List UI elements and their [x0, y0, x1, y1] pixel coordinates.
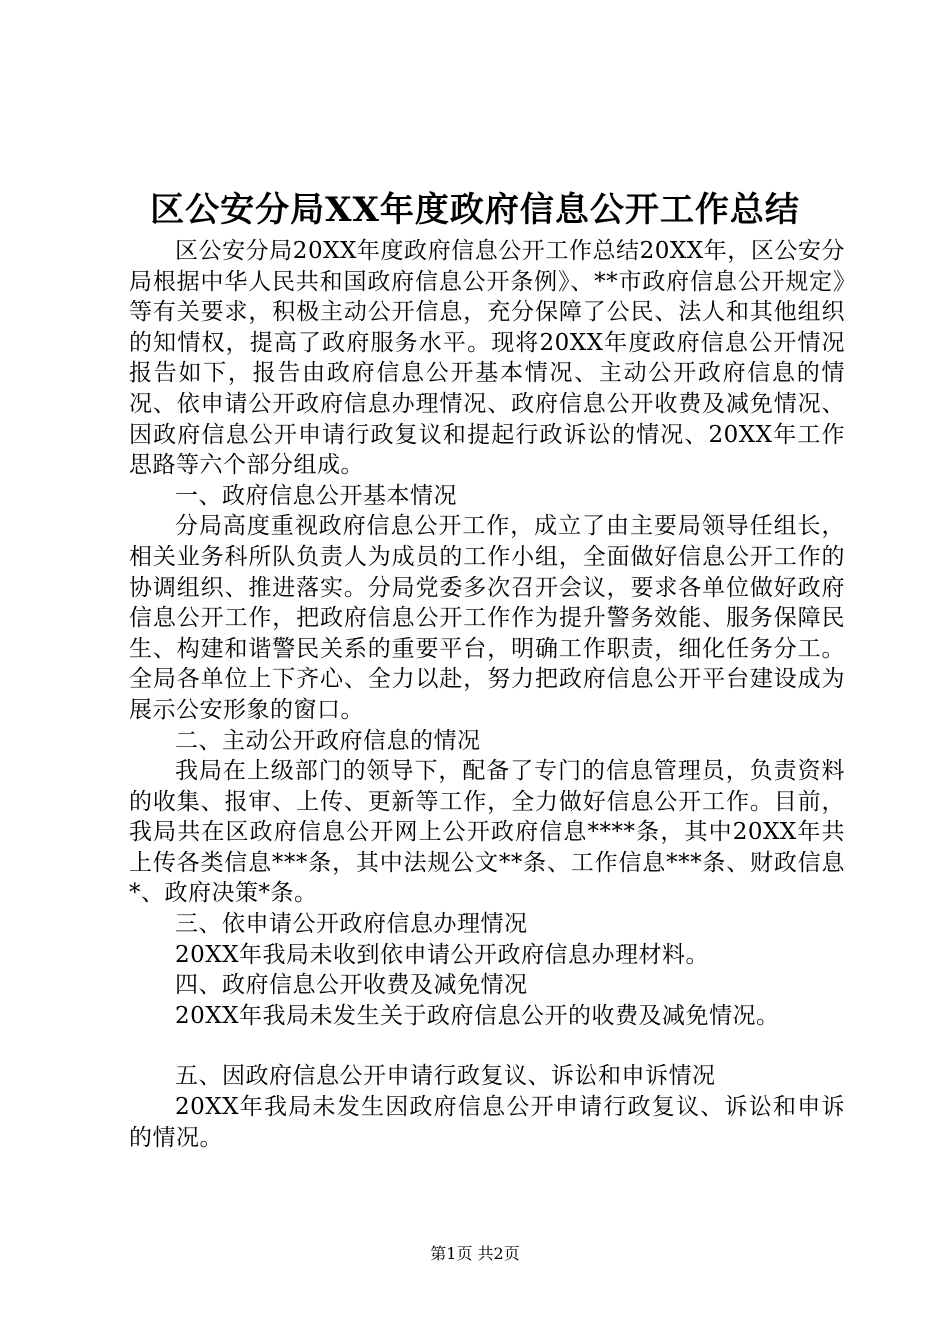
document-title: 区公安分局XX年度政府信息公开工作总结 — [150, 190, 800, 230]
section-1-paragraph: 分局高度重视政府信息公开工作，成立了由主要局领导任组长，相关业务科所队负责人为成员的工作小组，全面做好信息公开工作的协调组织、推进落实。分局党委多次召开会议，要求各单位做好政府信息公开工作，把政府信息公开工作作为提升警务效能、服务保障民生、构建和谐警民关系的重要平台，明确工作职责，细化任务分工。全局各单位上下齐心、全力以赴，努力把政府信息公开平台建设成为展示公安形象的窗口。 — [129, 513, 845, 723]
paragraph-spacer — [129, 1031, 845, 1061]
section-3-paragraph: 20XX年我局未收到依申请公开政府信息办理材料。 — [175, 941, 710, 968]
intro-paragraph: 区公安分局20XX年度政府信息公开工作总结20XX年，区公安分局根据中华人民共和国政府信息公开条例》、**市政府信息公开规定》等有关要求，积极主动公开信息，充分保障了公民、法人和其他组织的知情权，提高了政府服务水平。现将20XX年度政府信息公开情况报告如下，报告由政府信息公开基本情况、主动公开政府信息的情况、依申请公开政府信息办理情况、政府信息公开收费及减免情况、因政府信息公开申请行政复议和提起行政诉讼的情况、20XX年工作思路等六个部分组成。 — [129, 238, 845, 479]
document-body — [129, 236, 845, 1153]
section-5-heading: 五、因政府信息公开申请行政复议、诉讼和申诉情况 — [175, 1063, 716, 1090]
section-2-paragraph: 我局在上级部门的领导下，配备了专门的信息管理员，负责资料的收集、报审、上传、更新等工作，全力做好信息公开工作。目前，我局共在区政府信息公开网上公开政府信息****条，其中20XX年共上传各类信息***条，其中法规公文**条、工作信息***条、财政信息*、政府决策*条。 — [129, 758, 845, 907]
section-1-heading: 一、政府信息公开基本情况 — [175, 482, 457, 509]
section-4-paragraph: 20XX年我局未发生关于政府信息公开的收费及减免情况。 — [175, 1002, 780, 1029]
section-4-heading: 四、政府信息公开收费及减免情况 — [175, 972, 528, 999]
section-5-paragraph: 20XX年我局未发生因政府信息公开申请行政复议、诉讼和申诉的情况。 — [129, 1094, 845, 1151]
section-2-heading: 二、主动公开政府信息的情况 — [175, 727, 481, 754]
page-number-footer: 第1页 共2页 — [430, 1244, 520, 1263]
section-3-heading: 三、依申请公开政府信息办理情况 — [175, 911, 528, 938]
